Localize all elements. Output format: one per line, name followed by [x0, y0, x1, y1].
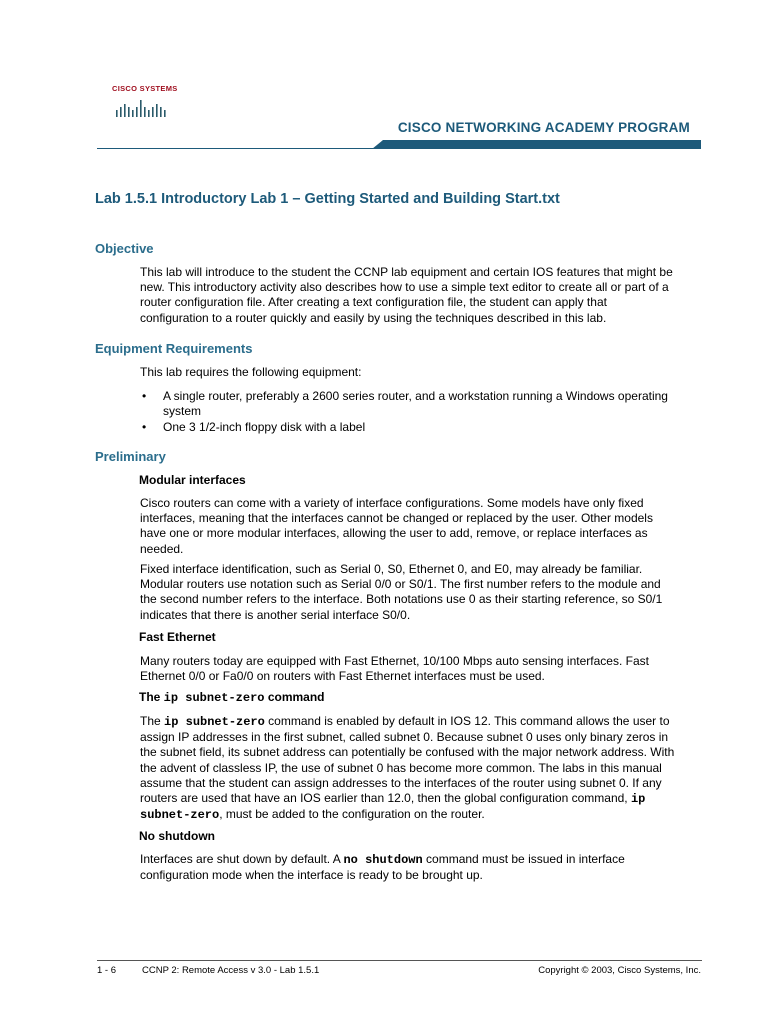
paragraph-line: Modular routers use notation such as Serial 0/0 or S0/1. The first number refers to the module and — [140, 577, 661, 592]
copyright: Copyright © 2003, Cisco Systems, Inc. — [538, 965, 701, 976]
no-shutdown-text — [140, 852, 704, 883]
text-run: , must be added to the configuration on the router. — [219, 807, 485, 822]
objective-line: new. This introductory activity also describes how to use a simple text editor to create all or part of a — [140, 280, 669, 295]
paragraph-line: assign IP addresses in the first subnet, called subnet 0. Because subnet 0 uses only binary zeros in — [140, 730, 669, 745]
paragraph-line: the advent of classless IP, the use of subnet 0 has become more common. The labs in this manual — [140, 760, 662, 775]
header-rule — [97, 137, 701, 149]
course-label: CCNP 2: Remote Access v 3.0 - Lab 1.5.1 — [142, 965, 320, 976]
paragraph-line — [140, 852, 704, 868]
heading-code: ip subnet-zero — [163, 691, 265, 705]
paragraph-line: Fixed interface identification, such as Serial 0, S0, Ethernet 0, and E0, may already be familiar. — [140, 562, 643, 576]
objective-line: This lab will introduce to the student the CCNP lab equipment and certain IOS features that might be — [140, 265, 673, 279]
paragraph-line: needed. — [140, 541, 184, 556]
fast-ethernet-heading: Fast Ethernet — [139, 630, 216, 644]
lab-title: Lab 1.5.1 Introductory Lab 1 – Getting Started and Building Start.txt — [95, 191, 560, 207]
text-run: The — [140, 714, 165, 728]
heading-text: The — [139, 690, 164, 704]
preliminary-heading: Preliminary — [95, 449, 166, 464]
no-shutdown-heading: No shutdown — [139, 829, 215, 843]
objective-text — [140, 265, 704, 326]
paragraph-line: Cisco routers can come with a variety of interface configurations. Some models have only fixed — [140, 496, 644, 510]
modular-interfaces-heading: Modular interfaces — [139, 473, 246, 487]
paragraph-line — [140, 714, 704, 730]
code-run: ip subnet-zero — [164, 715, 265, 729]
paragraph-line — [140, 791, 704, 807]
text-run: command must be issued in interface — [422, 852, 625, 866]
list-item-line: A single router, preferably a 2600 series router, and a workstation running a Windows operating — [163, 389, 668, 403]
list-item-line: One 3 1/2-inch floppy disk with a label — [163, 420, 366, 434]
heading-text: command — [264, 690, 325, 704]
objective-line: configuration to a router quickly and easily by using the techniques described in this lab. — [140, 310, 607, 325]
text-run: Interfaces are shut down by default. A — [140, 852, 344, 866]
list-item-line: system — [163, 404, 202, 418]
equipment-list — [140, 389, 700, 436]
logo-text: CISCO SYSTEMS — [112, 84, 178, 93]
text-run: command is enabled by default in IOS 12. This command allows the user to — [264, 714, 670, 728]
code-run: subnet-zero — [140, 808, 220, 823]
modular-para-2 — [140, 562, 704, 623]
equipment-intro: This lab requires the following equipment: — [140, 365, 362, 379]
bullet-icon: • — [142, 420, 147, 434]
objective-heading: Objective — [95, 241, 154, 256]
subnet-zero-heading — [139, 690, 325, 705]
paragraph-line: the second number refers to the interface. Both notations use 0 as their starting reference, so S0/1 — [140, 592, 663, 607]
list-item — [140, 420, 700, 435]
modular-para-1 — [140, 496, 704, 557]
cisco-systems-logo — [112, 84, 178, 120]
text-run: routers are used that have an IOS earlier than 12.0, then the global configuration command, — [140, 791, 631, 806]
fast-ethernet-text — [140, 654, 704, 684]
list-item — [140, 389, 700, 419]
code-run: no shutdown — [343, 853, 423, 867]
paragraph-line — [140, 807, 704, 823]
objective-line: router configuration file. After creating a text configuration file, the student can apply that — [140, 295, 607, 310]
paragraph-line: interfaces, meaning that the interfaces cannot be changed or replaced by the user. Other models — [140, 511, 653, 526]
equipment-heading: Equipment Requirements — [95, 341, 253, 356]
paragraph-line: indicates that there is another serial interface S0/0. — [140, 607, 411, 622]
paragraph-line: configuration mode when the interface is ready to be brought up. — [140, 868, 483, 883]
paragraph-line: assume that the student can assign addresses to the interfaces of the router using subnet 0. If any — [140, 775, 662, 790]
paragraph-line: Many routers today are equipped with Fast Ethernet, 10/100 Mbps auto sensing interfaces. Fast — [140, 654, 649, 668]
footer-rule — [97, 960, 702, 961]
paragraph-line: have one or more modular interfaces, allowing the user to add, remove, or replace interfaces as — [140, 526, 648, 541]
logo-bars-icon — [112, 96, 178, 118]
code-run: ip — [630, 792, 646, 807]
paragraph-line: the subnet field, its subnet address can potentially be confused with the major network address. With — [140, 745, 675, 760]
subnet-zero-text — [140, 714, 704, 823]
bullet-icon: • — [142, 389, 147, 403]
program-title: CISCO NETWORKING ACADEMY PROGRAM — [397, 120, 690, 135]
paragraph-line: Ethernet 0/0 or Fa0/0 on routers with Fast Ethernet interfaces must be used. — [140, 669, 545, 684]
page-number: 1 - 6 — [97, 965, 117, 976]
